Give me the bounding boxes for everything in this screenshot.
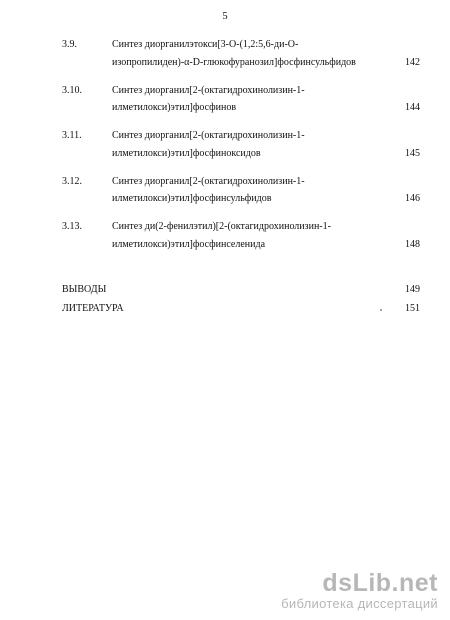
toc-entry-title-line: илметилокси)этил]фосфинселенида: [112, 238, 266, 250]
toc-entry-page: 146: [405, 193, 420, 204]
toc-entry-title-line: илметилокси)этил]фосфинов: [112, 102, 237, 113]
toc-entry-page: 148: [405, 238, 420, 250]
toc-entry-page: 144: [405, 102, 420, 113]
watermark-subtitle: библиотека диссертаций: [281, 596, 438, 611]
toc-section-title: ВЫВОДЫ: [62, 284, 107, 295]
toc-entry: [62, 173, 420, 208]
toc-entry: [62, 36, 420, 71]
toc-entry: [62, 82, 420, 117]
toc-entry-title-line: илметилокси)этил]фосфинсульфидов: [112, 193, 272, 204]
toc-entry-page: 145: [405, 147, 420, 159]
toc-entry-title: [112, 127, 378, 162]
toc-entry-title-line: Синтез ди(2-фенилэтил)[2-(октагидрохинолизин-1-: [112, 221, 331, 232]
toc-entry-title-line: Синтез диорганил[2-(октагидрохинолизин-1-: [112, 130, 305, 141]
toc-entry-title: [112, 36, 378, 71]
toc-entry-title-line: Синтез диорганил[2-(октагидрохинолизин-1-: [112, 84, 305, 96]
toc-entry-title: [112, 173, 378, 208]
toc-entry-number: 3.10.: [62, 84, 82, 96]
toc-entry-title: [112, 82, 378, 117]
watermark: [281, 570, 438, 612]
toc-section-page: 151: [405, 302, 420, 314]
toc-section-page: 149: [405, 284, 420, 295]
toc-entry: [62, 218, 420, 253]
table-of-contents: [62, 36, 420, 317]
toc-entry-title-line: Синтез диорганил[2-(октагидрохинолизин-1-: [112, 175, 305, 187]
toc-entry-number: 3.13.: [62, 221, 82, 232]
toc-entry-number: 3.9.: [62, 39, 77, 50]
toc-section-conclusions: [62, 281, 420, 299]
toc-entry-page: 142: [405, 56, 420, 68]
scan-speck: [380, 309, 382, 311]
toc-entry-number: 3.12.: [62, 175, 82, 187]
page-number: 5: [222, 11, 228, 22]
toc-entry-title-line: изопропилиден)-α-D-глюкофуранозил]фосфинсульфидов: [112, 56, 356, 68]
toc-entry-title-line: илметилокси)этил]фосфиноксидов: [112, 147, 261, 159]
toc-entry-title: [112, 218, 378, 253]
section-spacer: [62, 253, 420, 281]
watermark-logo: dsLib.net: [322, 569, 438, 597]
toc-section-title: ЛИТЕРАТУРА: [62, 302, 124, 314]
toc-section-literature: [62, 300, 420, 318]
toc-entry-title-line: Синтез диорганилэтокси[3-О-(1,2:5,6-ди-О-: [112, 39, 299, 50]
toc-entry-number: 3.11.: [62, 130, 82, 141]
toc-entry: [62, 127, 420, 162]
